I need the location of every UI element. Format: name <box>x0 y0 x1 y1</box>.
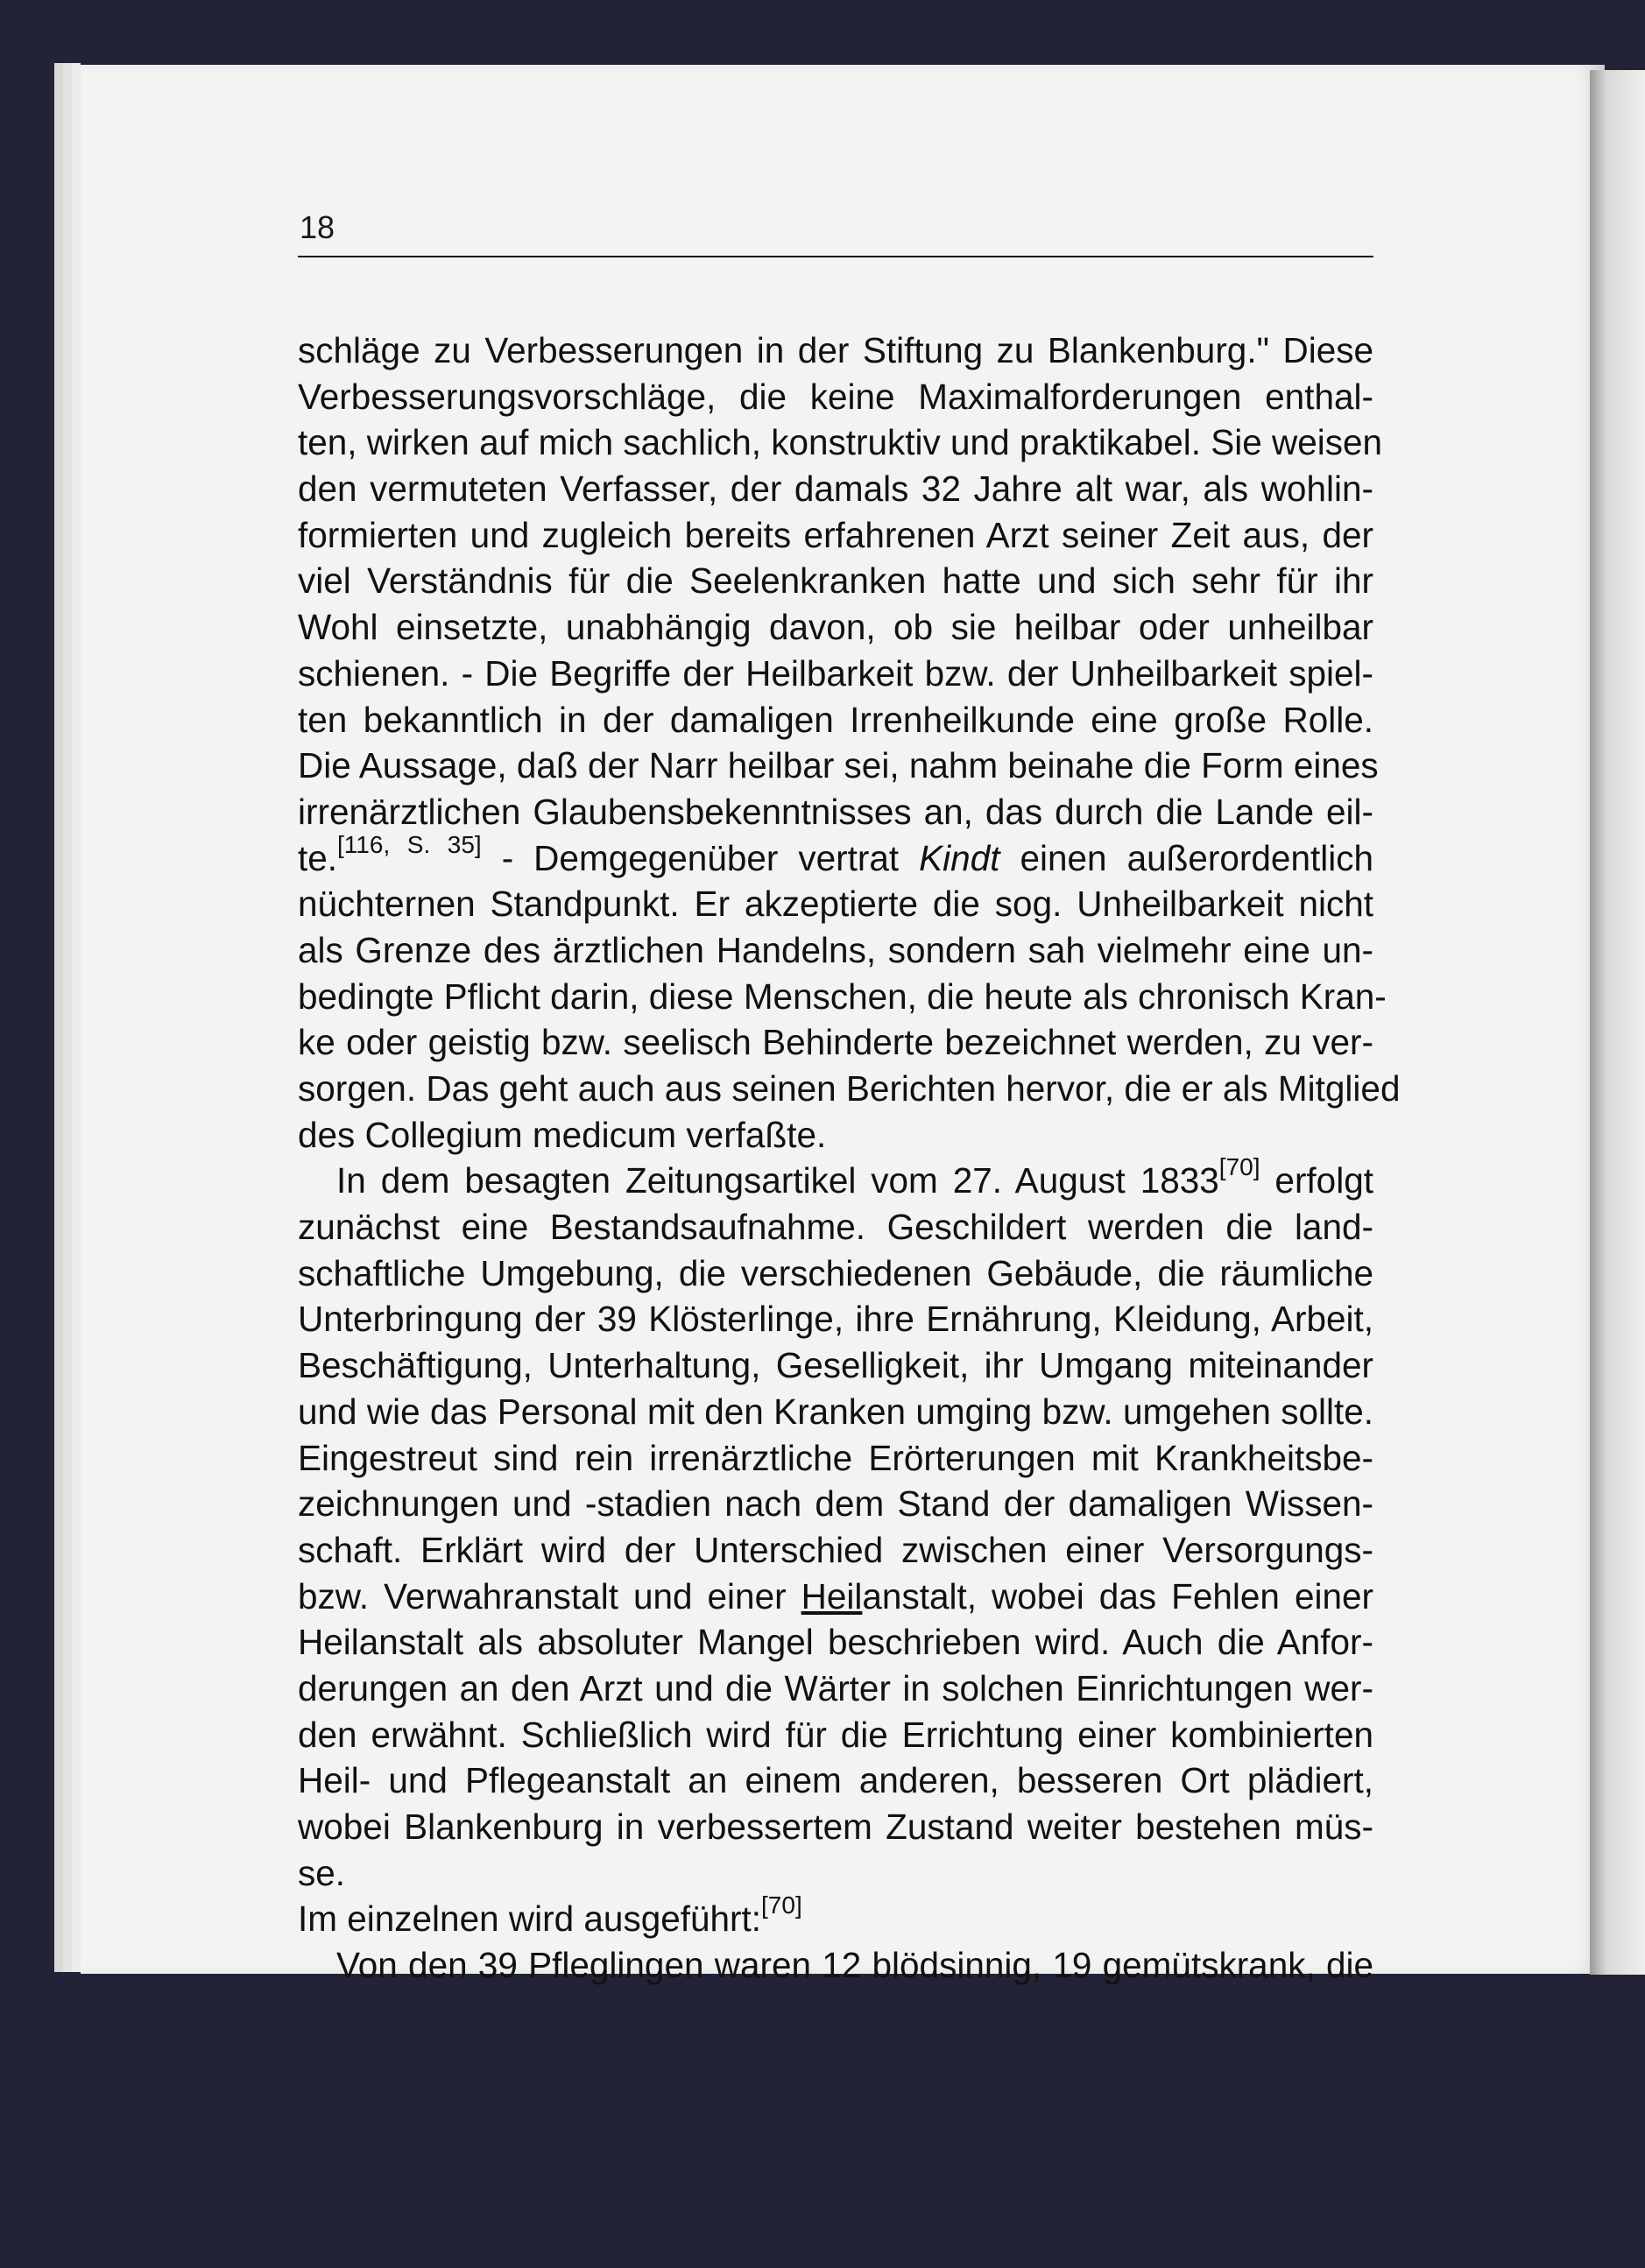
text-segment: Die Aussage, daß der Narr heilbar sei, nahm beinahe die Form eines <box>298 745 1379 786</box>
text-segment: Verbesserungsvorschläge, die keine Maximalforderungen enthal- <box>298 376 1373 417</box>
text-segment: erfolgt <box>1260 1160 1373 1201</box>
text-line <box>298 974 1387 1020</box>
text-segment: und wie das Personal mit den Kranken umging bzw. umgehen sollte. <box>298 1391 1373 1432</box>
text-line <box>298 1712 1373 1758</box>
text-line <box>298 1891 1373 1942</box>
text-segment: einen außerordentlich <box>999 837 1373 878</box>
text-segment: den erwähnt. Schließlich wird für die Errichtung einer kombinierten <box>298 1714 1373 1755</box>
text-line <box>298 604 1373 651</box>
header-rule <box>298 256 1373 257</box>
text-line <box>298 1112 1373 1159</box>
text-segment: den vermuteten Verfasser, der damals 32 Jahre alt war, als wohlin- <box>298 468 1373 510</box>
text-segment: Heil- und Pflegeanstalt an einem anderen, besseren Ort plädiert, <box>298 1760 1373 1801</box>
text-line <box>298 1757 1373 1804</box>
text-line <box>298 743 1379 789</box>
text-segment: ke oder geistig bzw. seelisch Behinderte bezeichnet werden, zu ver- <box>298 1022 1373 1063</box>
text-line <box>298 1389 1373 1435</box>
page-number: 18 <box>300 209 335 245</box>
text-line <box>298 1666 1373 1712</box>
text-segment: viel Verständnis für die Seelenkranken hatte und sich sehr für ihr <box>298 560 1373 602</box>
text-line <box>298 374 1373 420</box>
text-line <box>298 1527 1373 1574</box>
text-line <box>298 1942 1373 1989</box>
text-line <box>298 927 1373 974</box>
text-segment: zunächst eine Bestandsaufnahme. Geschildert werden die land- <box>298 1207 1373 1248</box>
text-segment: schaftliche Umgebung, die verschiedenen Gebäude, die räumliche <box>298 1252 1373 1293</box>
text-line <box>298 1066 1401 1112</box>
text-segment: derungen an den Arzt und die Wärter in solchen Einrichtungen wer- <box>298 1667 1373 1708</box>
citation-reference: [70] <box>1218 1153 1260 1181</box>
text-segment: te. <box>298 837 338 878</box>
text-segment: Eingestreut sind rein irrenärztliche Erörterungen mit Krankheitsbe- <box>298 1437 1373 1478</box>
text-line <box>298 328 1373 374</box>
text-line <box>298 1435 1373 1482</box>
text-segment: des Collegium medicum verfaßte. <box>298 1114 827 1155</box>
text-line <box>298 1619 1373 1666</box>
citation-reference: [116, S. 35] <box>337 830 482 858</box>
text-segment: Im einzelnen wird ausgeführt: <box>298 1898 762 1940</box>
text-segment: irrenärztlichen Glaubensbekenntnisses an, das durch die Lande eil- <box>298 791 1373 832</box>
text-segment: se. <box>298 1852 346 1893</box>
text-line <box>298 1804 1373 1850</box>
text-segment: Beschäftigung, Unterhaltung, Geselligkeit, ihr Umgang miteinander <box>298 1345 1373 1386</box>
citation-reference: [70] <box>761 1891 802 1919</box>
facing-page-edge <box>1590 70 1645 1975</box>
text-line <box>298 419 1383 466</box>
text-line <box>298 830 1373 882</box>
text-line <box>298 881 1373 927</box>
text-line <box>298 466 1373 512</box>
text-segment: nüchternen Standpunkt. Er akzeptierte die sog. Unheilbarkeit nicht <box>298 884 1373 925</box>
text-line <box>298 1342 1373 1389</box>
text-segment: zeichnungen und -stadien nach dem Stand der damaligen Wissen- <box>298 1483 1373 1525</box>
text-segment: Unterbringung der 39 Klösterlinge, ihre Ernährung, Kleidung, Arbeit, <box>298 1299 1373 1340</box>
text-line <box>298 789 1373 835</box>
page-stack-edge <box>72 63 81 1972</box>
page-stack-edge <box>63 63 72 1972</box>
text-line <box>298 1250 1373 1297</box>
text-segment: bedingte Pflicht darin, diese Menschen, die heute als chronisch Kran- <box>298 976 1387 1017</box>
text-line <box>298 1850 1373 1897</box>
text-segment: wobei Blankenburg in verbessertem Zustand weiter bestehen müs- <box>298 1807 1373 1847</box>
text-line <box>298 512 1373 559</box>
text-segment: Von den 39 Pfleglingen waren 12 blödsinnig, 19 gemütskrank, die <box>336 1945 1373 1986</box>
text-segment: schaft. Erklärt wird der Unterschied zwischen einer Versorgungs- <box>298 1529 1373 1570</box>
text-line <box>298 1481 1373 1527</box>
emphasized-name: Kindt <box>919 837 1000 878</box>
text-segment: In dem besagten Zeitungsartikel vom 27. August 1833 <box>336 1160 1219 1201</box>
text-segment: als Grenze des ärztlichen Handelns, sondern sah vielmehr eine un- <box>298 929 1373 970</box>
text-segment: schienen. - Die Begriffe der Heilbarkeit bzw. der Unheilbarkeit spiel- <box>298 652 1373 694</box>
text-segment: sorgen. Das geht auch aus seinen Berichten hervor, die er als Mitglied <box>298 1068 1401 1109</box>
text-segment: schläge zu Verbesserungen in der Stiftung zu Blankenburg." Diese <box>298 330 1373 370</box>
text-line <box>298 558 1373 604</box>
text-segment: anstalt, wobei das Fehlen einer <box>862 1575 1374 1616</box>
text-segment: ten, wirken auf mich sachlich, konstruktiv und praktikabel. Sie weisen <box>298 422 1383 463</box>
underlined-word: Heil <box>801 1575 863 1616</box>
text-segment: Heilanstalt als absoluter Mangel beschrieben wird. Auch die Anfor- <box>298 1622 1373 1663</box>
text-line <box>298 651 1373 697</box>
text-segment: bzw. Verwahranstalt und einer <box>298 1575 801 1616</box>
text-line <box>298 1153 1373 1204</box>
body-text <box>298 328 1401 1989</box>
text-line <box>298 1574 1373 1620</box>
text-line <box>298 1019 1373 1066</box>
text-segment: formierten und zugleich bereits erfahrenen Arzt seiner Zeit aus, der <box>298 514 1373 555</box>
text-segment: - Demgegenüber vertrat <box>481 837 920 878</box>
text-segment: ten bekanntlich in der damaligen Irrenheilkunde eine große Rolle. <box>298 699 1373 740</box>
text-line <box>298 697 1373 743</box>
text-line <box>298 1296 1373 1342</box>
text-segment: Wohl einsetzte, unabhängig davon, ob sie heilbar oder unheilbar <box>298 607 1373 648</box>
text-line <box>298 1204 1373 1250</box>
page-stack-edge <box>54 63 63 1972</box>
